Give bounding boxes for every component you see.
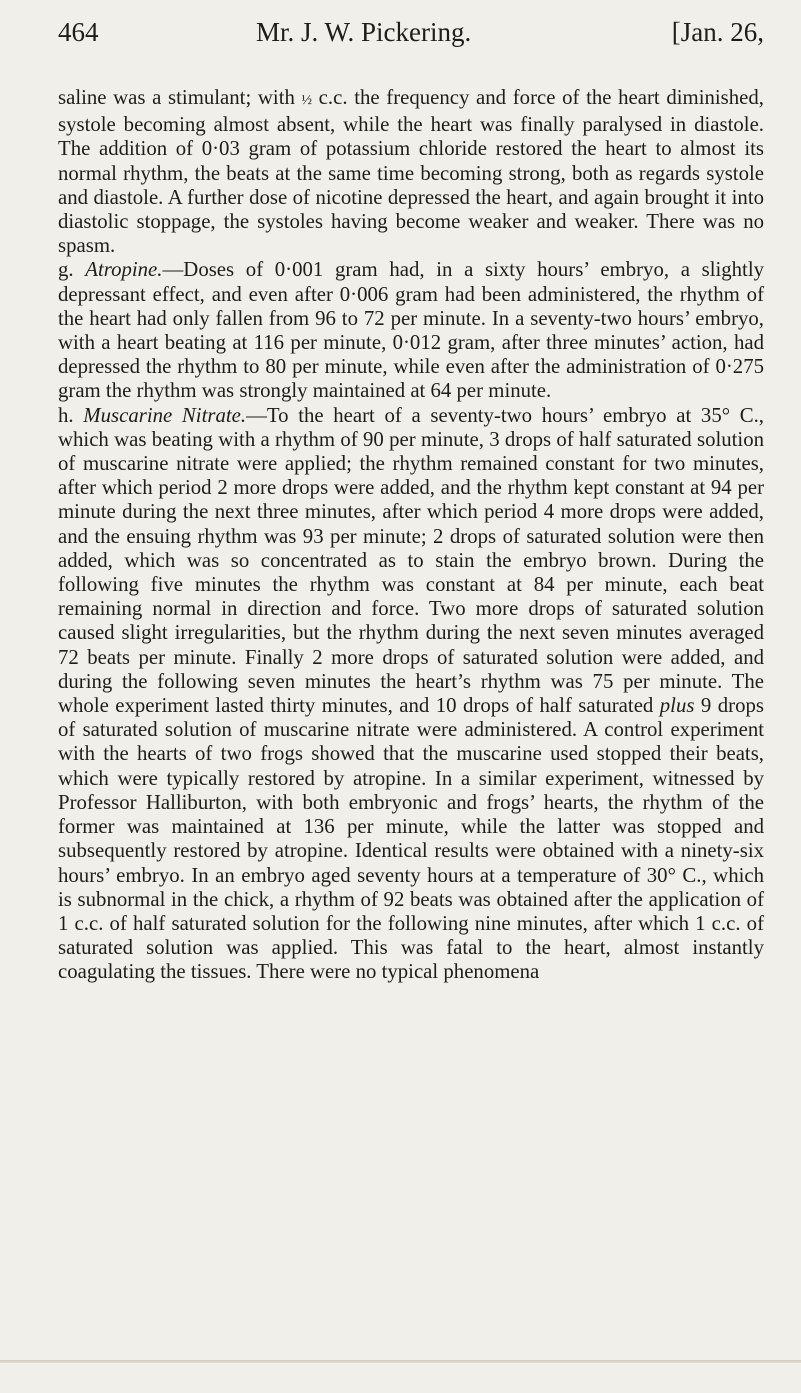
body-text: [58, 86, 764, 985]
page-bottom-rule: [0, 1360, 801, 1363]
paragraph-atropine: [58, 258, 764, 403]
paragraph-text: saline was a stimulant; with: [58, 86, 302, 109]
paragraph-text: —To the heart of a seventy-two hours’ embryo at 35° C., which was beating with a rhythm of 90 per minute, 3 drops of half saturated solution of muscarine nitrate were applied; the rhythm remained constant for two minutes, after which period 2 more drops were added, and the rhythm kept constant at 94 per minute during the next three minutes, after which period 4 more drops were added, and the ensuing rhythm was 93 per minute; 2 drops of saturated solution were then added, which was so concentrated as to stain the embryo brown. During the following five minutes the rhythm was constant at 84 per minute, each beat remaining normal in direction and force. Two more drops of saturated solution caused slight irregularities, but the rhythm during the next seven minutes averaged 72 beats per minute. Finally 2 more drops of saturated solution were added, and during the following seven minutes the heart’s rhythm was 75 per minute. The whole experiment lasted thirty minutes, and 10 drops of half saturated: [58, 403, 764, 718]
header-date: [Jan. 26,: [671, 17, 764, 47]
fraction: ½: [301, 93, 313, 108]
italic-word: plus: [659, 694, 695, 718]
paragraph-continuation: [58, 86, 764, 258]
section-heading: Atropine.: [85, 258, 163, 282]
running-title: Mr. J. W. Pickering.: [256, 17, 472, 47]
section-letter: h.: [58, 403, 74, 427]
section-heading: Muscarine Nitrate.: [83, 403, 247, 427]
paragraph-text: —Doses of 0·001 gram had, in a sixty hours’ embryo, a slightly depressant effect, and even after 0·006 gram had been administered, the rhythm of the heart had only fallen from 96 to 72 per minute. In a seventy-two hours’ embryo, with a heart beating at 116 per minute, 0·012 gram, after three minutes’ action, had depressed the rhythm to 80 per minute, while even after the administration of 0·275 gram the rhythm was strongly maintained at 64 per minute.: [58, 258, 765, 403]
page-header: [58, 12, 764, 52]
paragraph-muscarine: [58, 404, 764, 985]
page-number: 464: [58, 17, 99, 47]
paragraph-text: 9 drops of saturated solution of muscarine nitrate were administered. A control experiment with the hearts of two frogs showed that the muscarine used stopped their beats, which were typically restored by atropine. In a similar experiment, witnessed by Professor Halliburton, with both embryonic and frogs’ hearts, the rhythm of the former was maintained at 136 per minute, while the latter was stopped and subsequently restored by atropine. Identical results were obtained with a ninety-six hours’ embryo. In an embryo aged seventy hours at a temperature of 30° C., which is subnormal in the chick, a rhythm of 92 beats was obtained after the application of 1 c.c. of half saturated solution for the following nine minutes, after which 1 c.c. of saturated solution was applied. This was fatal to the heart, almost instantly coagulating the tissues. There were no typical phenomena: [58, 694, 764, 984]
section-letter: g.: [58, 258, 74, 282]
paragraph-text: c.c. the frequency and force of the heart diminished, systole becoming almost absent, while the heart was finally paralysed in diastole. The addition of 0·03 gram of potassium chloride restored the heart to almost its normal rhythm, the beats at the same time becoming strong, both as regards systole and diastole. A further dose of nicotine depressed the heart, and again brought it into diastolic stoppage, the systoles having become weaker and weaker. There was no spasm.: [58, 86, 764, 258]
